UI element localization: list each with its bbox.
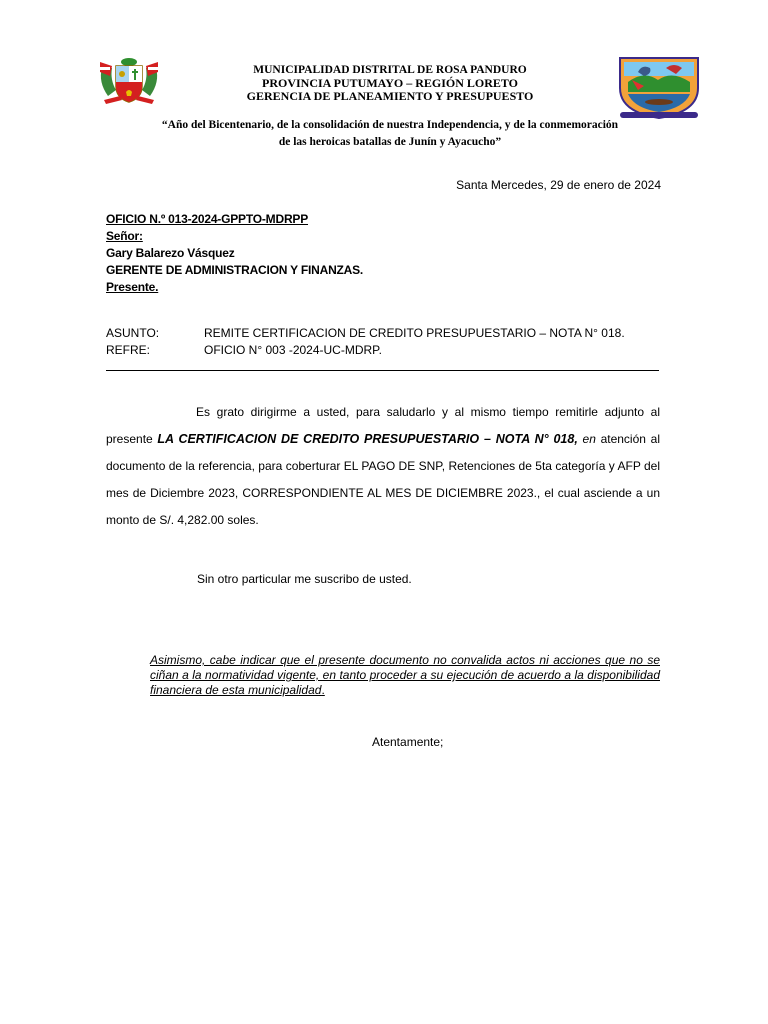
refre-value: OFICIO N° 003 -2024-UC-MDRP. (204, 343, 382, 357)
closing-line: Sin otro particular me suscribo de usted. (197, 572, 412, 586)
disclaimer-end: . (321, 683, 325, 697)
body-paragraph (106, 399, 660, 534)
refre-label: REFRE: (106, 343, 151, 357)
body-rest: atención al documento de la referencia, para coberturar EL PAGO DE SNP, Retenciones de 5ta categoría y AFP del mes de Diciembre 2023, CORRESPONDIENTE AL MES DE DICIEMBRE 2023., el cual asciende a un monto de S/. 4,282.00 soles. (106, 432, 660, 527)
institution-name: MUNICIPALIDAD DISTRITAL DE ROSA PANDURO (253, 64, 527, 76)
asunto-value: REMITE CERTIFICACION DE CREDITO PRESUPUESTARIO – NOTA N° 018. (204, 326, 625, 340)
date-line: Santa Mercedes, 29 de enero de 2024 (456, 178, 661, 192)
separator-line (106, 370, 659, 371)
addressee-name: Gary Balarezo Vásquez (106, 246, 235, 260)
department-name: GERENCIA DE PLANEAMIENTO Y PRESUPUESTO (246, 89, 534, 103)
body-highlight: LA CERTIFICACION DE CREDITO PRESUPUESTARIO – NOTA N° 018, (157, 432, 578, 446)
body-intro: Es grato dirigirme a usted, para saludarlo y al mismo tiempo remitirle adjunto al presente (106, 405, 660, 446)
disclaimer-note (150, 653, 660, 698)
asunto-label: ASUNTO: (106, 326, 160, 340)
oficio-number: OFICIO N.º 013-2024-GPPTO-MDRPP (106, 212, 309, 226)
reference-row (106, 343, 382, 357)
year-motto-line2: de las heroicas batallas de Junín y Ayacucho” (278, 136, 502, 148)
salutation: Señor: (106, 229, 143, 243)
regards: Atentamente; (372, 735, 444, 749)
year-motto (90, 117, 690, 151)
province-region: PROVINCIA PUTUMAYO – REGIÓN LORETO (261, 76, 519, 90)
addressee-position: GERENTE DE ADMINISTRACION Y FINANZAS. (106, 263, 364, 277)
subject-row (106, 326, 625, 340)
presente: Presente. (106, 280, 159, 294)
disclaimer-text: Asimismo, cabe indicar que el presente documento no convalida actos ni acciones que no se ciñan a la normatividad vigente, en tanto proceder a su ejecución de acuerdo a la disponibilidad financiera de esta municipalidad (150, 653, 660, 697)
year-motto-line1: “Año del Bicentenario, de la consolidación de nuestra Independencia, y de la conmemoración (161, 119, 619, 131)
body-en: en (577, 432, 596, 446)
